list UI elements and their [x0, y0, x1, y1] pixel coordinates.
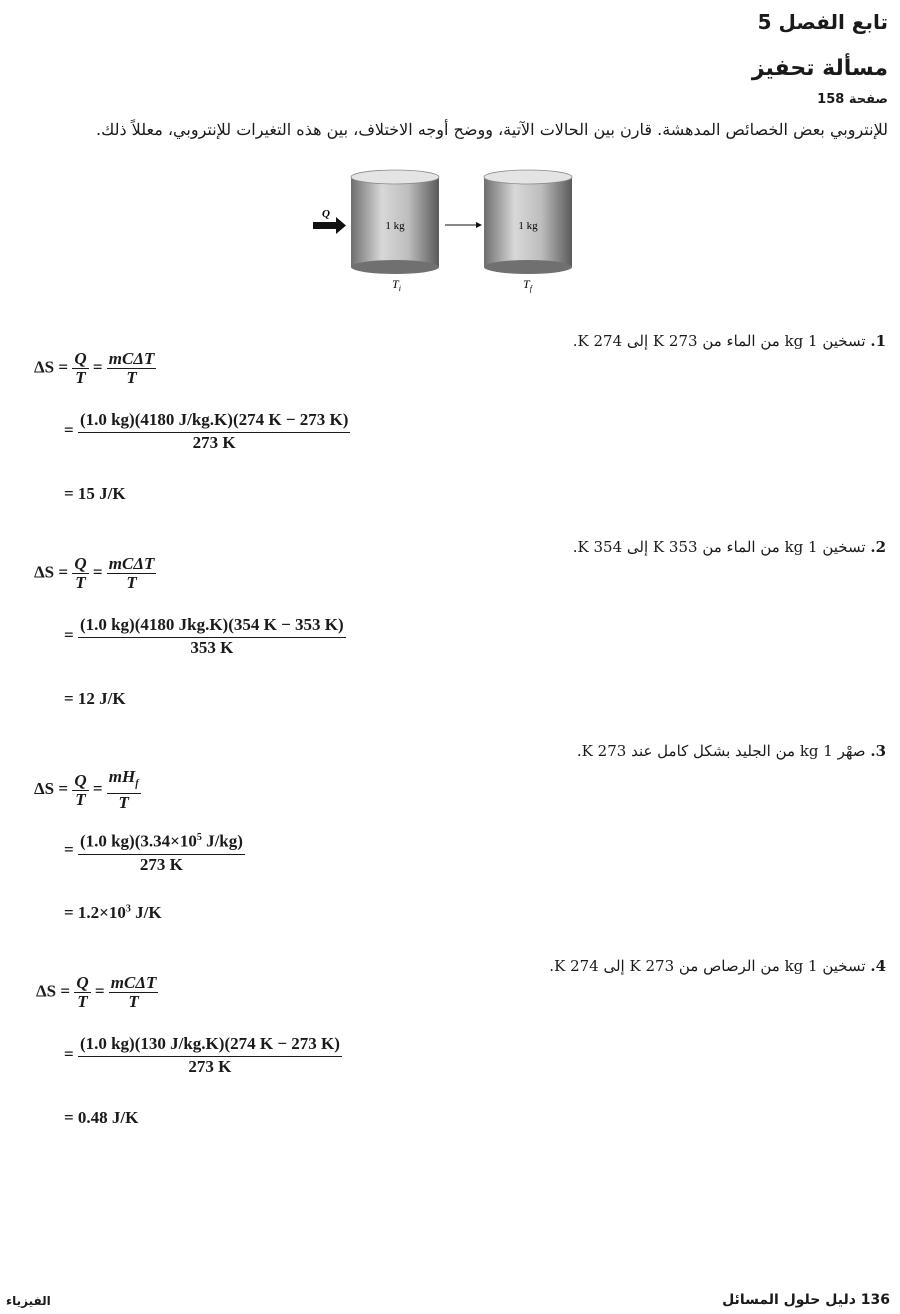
subject-label: الفيزياء: [6, 1294, 51, 1308]
problem-3-result: = $1.2\times 10^3$ J/K: [64, 903, 162, 922]
problem-3-substitution: = $\frac{(1.0 kg)(3.34\times 10^5 J/kg)}{273 K}$: [64, 828, 245, 875]
problem-2-substitution: = $\frac{\text{(1.0 kg)(4180 Jkg.K)(354 K − 353 K)}}{353 K}$: [64, 615, 344, 657]
page-title: مسألة تحفيز: [751, 56, 888, 81]
problem-4-substitution: = $\frac{(1.0 kg)(130 J/kg.K)(274 K - 273 K)}{273 K}$: [64, 1034, 340, 1076]
problem-4-equation: ΔS = $\frac{Q}{T}$ = $\frac{\text{mCΔT}}{T}$: [36, 973, 157, 1011]
problem-1-statement: 1. تسخين 1 kg من الماء من 273 K إلى 274 K.: [572, 332, 886, 350]
problem-2-result: = 12 J/K: [64, 689, 126, 708]
chapter-heading: تابع الفصل 5: [757, 10, 888, 34]
final-mass-label: 1 kg: [518, 220, 538, 232]
final-temperature-label: $T_f$: [523, 277, 532, 293]
page-footer-book: [722, 1292, 890, 1308]
heat-label: Q: [322, 208, 330, 220]
two-cylinders-figure: [300, 165, 600, 295]
problem-3-equation: ΔS = $\frac{Q}{T}$ = $\frac{mH_f}{T}$: [34, 767, 139, 813]
intro-paragraph: للإنتروبي بعض الخصائص المدهشة. قارن بين الحالات الآتية، ووضح أوجه الاختلاف، بين هذه التغيرات للإنتروبي، معللاً ذلك.: [96, 120, 888, 139]
initial-temperature-label: $T_i$: [392, 277, 401, 293]
process-arrow-icon: [445, 222, 482, 228]
initial-mass-label: 1 kg: [385, 220, 405, 232]
problem-2-equation: ΔS = $\frac{Q}{T}$ = $\frac{\text{mCΔT}}{T}$: [34, 554, 155, 592]
book-title: دليل حلول المسائل: [722, 1292, 856, 1308]
problem-1-result: = 15 J/K: [64, 484, 126, 503]
problem-4-statement: 4. تسخين 1 kg من الرصاص من 273 K إلى 274 K.: [549, 957, 886, 975]
problem-1-substitution: = $\frac{(1.0 kg)(4180 J/kg.K)(274 K - 273 K)}{273 K}$: [64, 410, 349, 452]
page-number: 136: [860, 1292, 890, 1308]
problem-4-result: = 0.48 J/K: [64, 1108, 139, 1127]
problem-1-equation: ΔS = $\frac{Q}{T}$ = $\frac{\text{mCΔT}}{T}$: [34, 349, 155, 387]
problem-2-statement: 2. تسخين 1 kg من الماء من 353 K إلى 354 K.: [572, 538, 886, 556]
problem-3-statement: 3. صهْر 1 kg من الجليد بشكل كامل عند 273 K.: [576, 742, 886, 760]
page-reference: صفحة 158: [817, 92, 888, 107]
